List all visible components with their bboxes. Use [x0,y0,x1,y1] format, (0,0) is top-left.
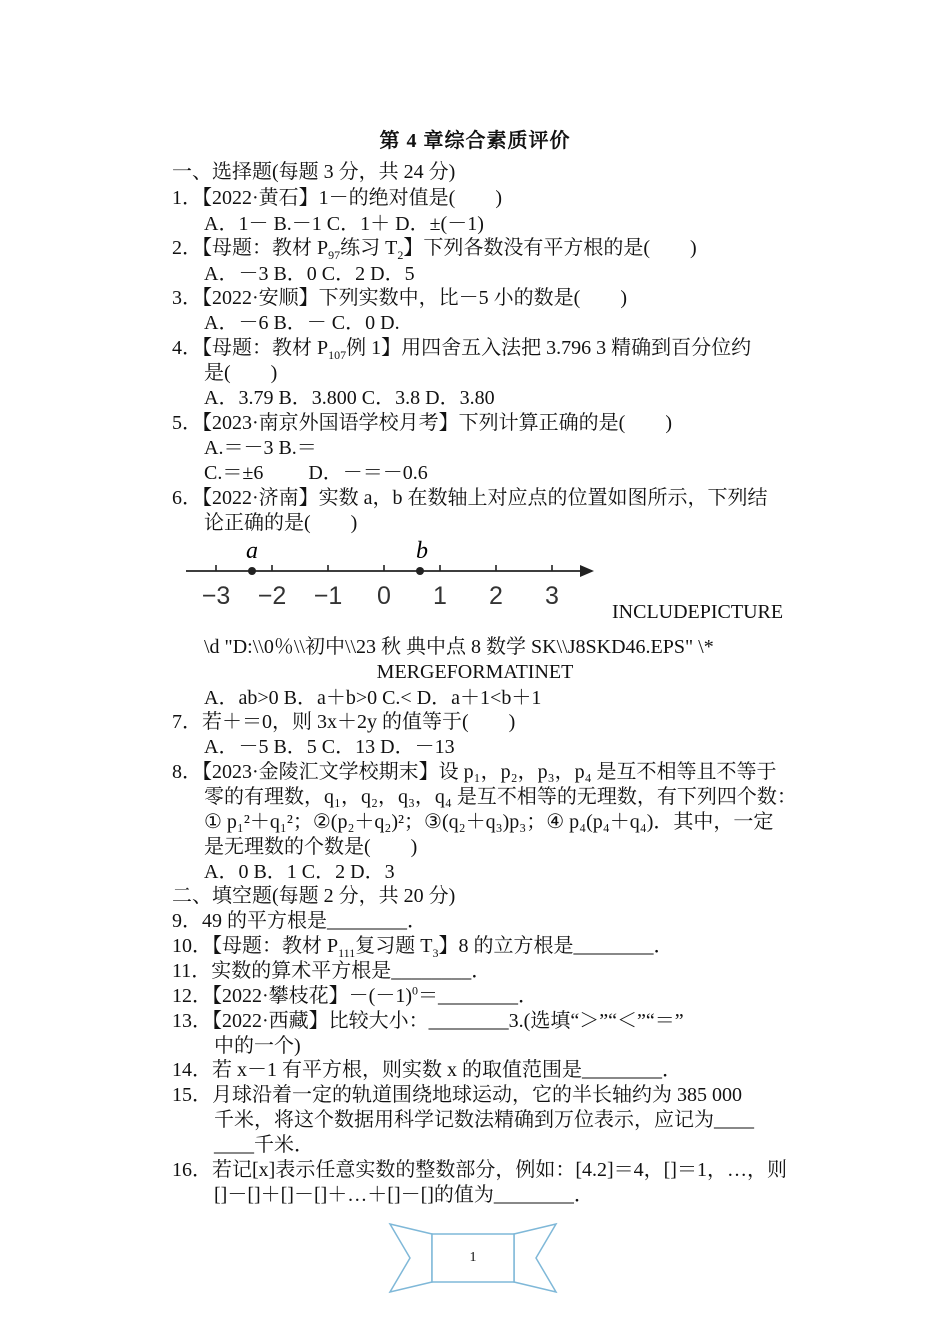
question-6: 6．【2022·济南】实数 a，b 在数轴上对应点的位置如图所示，下列结 [172,487,768,509]
question-12: 12．【2022·攀枝花】$-(-1)^0=\_\_\_\_\_\_\_\_$． [172,983,538,1007]
question-4-cont: 是( ) [204,362,278,384]
question-3: 3．【2022·安顺】下列实数中，比－5 小的数是( ) [172,287,627,309]
label-b: b [416,538,428,564]
question-2: 2．【母题：教材 $P_{97}$练习 $T_2$】下列各数没有平方根的是( ) [172,237,697,262]
question-15-line2: 千米，将这个数据用科学记数法精确到万位表示，应记为____ [214,1109,754,1131]
question-16-line2: []－[]＋[]－[]＋…＋[]－[]的值为________． [214,1184,594,1206]
question-10: 10．【母题：教材 $P_{111}$复习题 $T_3$】8 的立方根是________． [172,935,674,960]
point-a [248,567,256,575]
question-7: 7．若＋＝0，则 3x＋2y 的值等于( ) [172,711,516,733]
question-11: 11．实数的算术平方根是________． [172,960,492,982]
question-6-options: A．ab>0 B．a＋b>0 C.< D．a＋1<b＋1 [204,687,542,709]
axis-arrow-icon [580,565,594,577]
section-heading-choice: 一、选择题(每题 3 分，共 24 分) [172,161,456,183]
question-8-options: A．0 B．1 C．2 D．3 [204,861,395,883]
question-8-line3: ① p₁²＋q₁²；②(p₂＋q₂)²；③(q₂＋q₃)p₃；④ p₄(p₄＋q₄)．其中，一定 [204,811,774,833]
question-15: 15．月球沿着一定的轨道围绕地球运动，它的半长轴约为 385 000 [172,1084,742,1106]
question-5-options-ab: A.＝－3 B.＝ [204,437,317,459]
question-8: 8．【2023·金陵汇文学校期末】设 p₁，p₂，p₃，p₄ 是互不相等且不等于 [172,761,777,783]
page-footer-ribbon [388,1220,558,1300]
page-title: 第 4 章综合素质评价 [379,130,571,152]
question-13-cont: 中的一个) [214,1035,301,1057]
question-1: 1．【2022·黄石】1－的绝对值是( ) [172,187,502,209]
question-3-options: A．－6 B．－ C．0 D. [204,312,400,334]
label-a: a [246,538,258,564]
question-6-cont: 论正确的是( ) [204,512,358,534]
tick-label: −2 [257,582,287,610]
question-1-options: A．1－ B.－1 C．1＋ D．±(－1) [204,213,484,235]
question-15-line3: ____千米． [214,1134,314,1156]
question-7-options: A．－5 B．5 C．13 D．－13 [204,736,455,758]
tick-label: −3 [201,582,231,610]
question-4: 4．【母题：教材 $P_{107}$例 1】用四舍五入法把 3.796 3 精确到百分位约 [172,337,752,362]
tick-label: 0 [377,582,391,610]
tick-label: 3 [545,582,559,610]
question-5-options-cd: C.＝±6 D．－＝－0.6 [204,462,428,484]
include-field-line2: \d "D:\\0％\\初中\\23 秋 典中点 8 数学 SK\\J8SKD46.EPS" \* [204,636,714,658]
point-b [416,567,424,575]
question-9: 9．49 的平方根是________． [172,910,427,932]
include-field-line1: INCLUDEPICTURE [612,601,784,623]
section-heading-fill: 二、填空题(每题 2 分，共 20 分) [172,885,456,907]
tick-label: 1 [433,582,447,610]
tick-label: −1 [313,582,343,610]
question-8-line4: 是无理数的个数是( ) [204,836,418,858]
page-number: 1 [469,1250,477,1265]
tick-label: 2 [489,582,503,610]
question-4-options: A．3.79 B．3.800 C．3.8 D．3.80 [204,387,495,409]
question-8-line2: 零的有理数，q₁，q₂，q₃，q₄ 是互不相等的无理数，有下列四个数： [204,786,797,808]
question-13: 13．【2022·西藏】比较大小：________3.(选填“＞”“＜”“＝” [172,1010,684,1032]
question-5: 5．【2023·南京外国语学校月考】下列计算正确的是( ) [172,412,672,434]
number-line-figure [180,536,600,612]
question-14: 14．若 x－1 有平方根，则实数 x 的取值范围是________． [172,1059,682,1081]
question-2-options: A．－3 B．0 C．2 D．5 [204,263,415,285]
question-16: 16．若记[x]表示任意实数的整数部分，例如：[4.2]＝4，[]＝1，…，则 [172,1159,787,1181]
number-line-ticks [216,565,552,571]
number-line-tick-labels [202,582,559,610]
include-field-line3: MERGEFORMATINET [376,661,574,683]
